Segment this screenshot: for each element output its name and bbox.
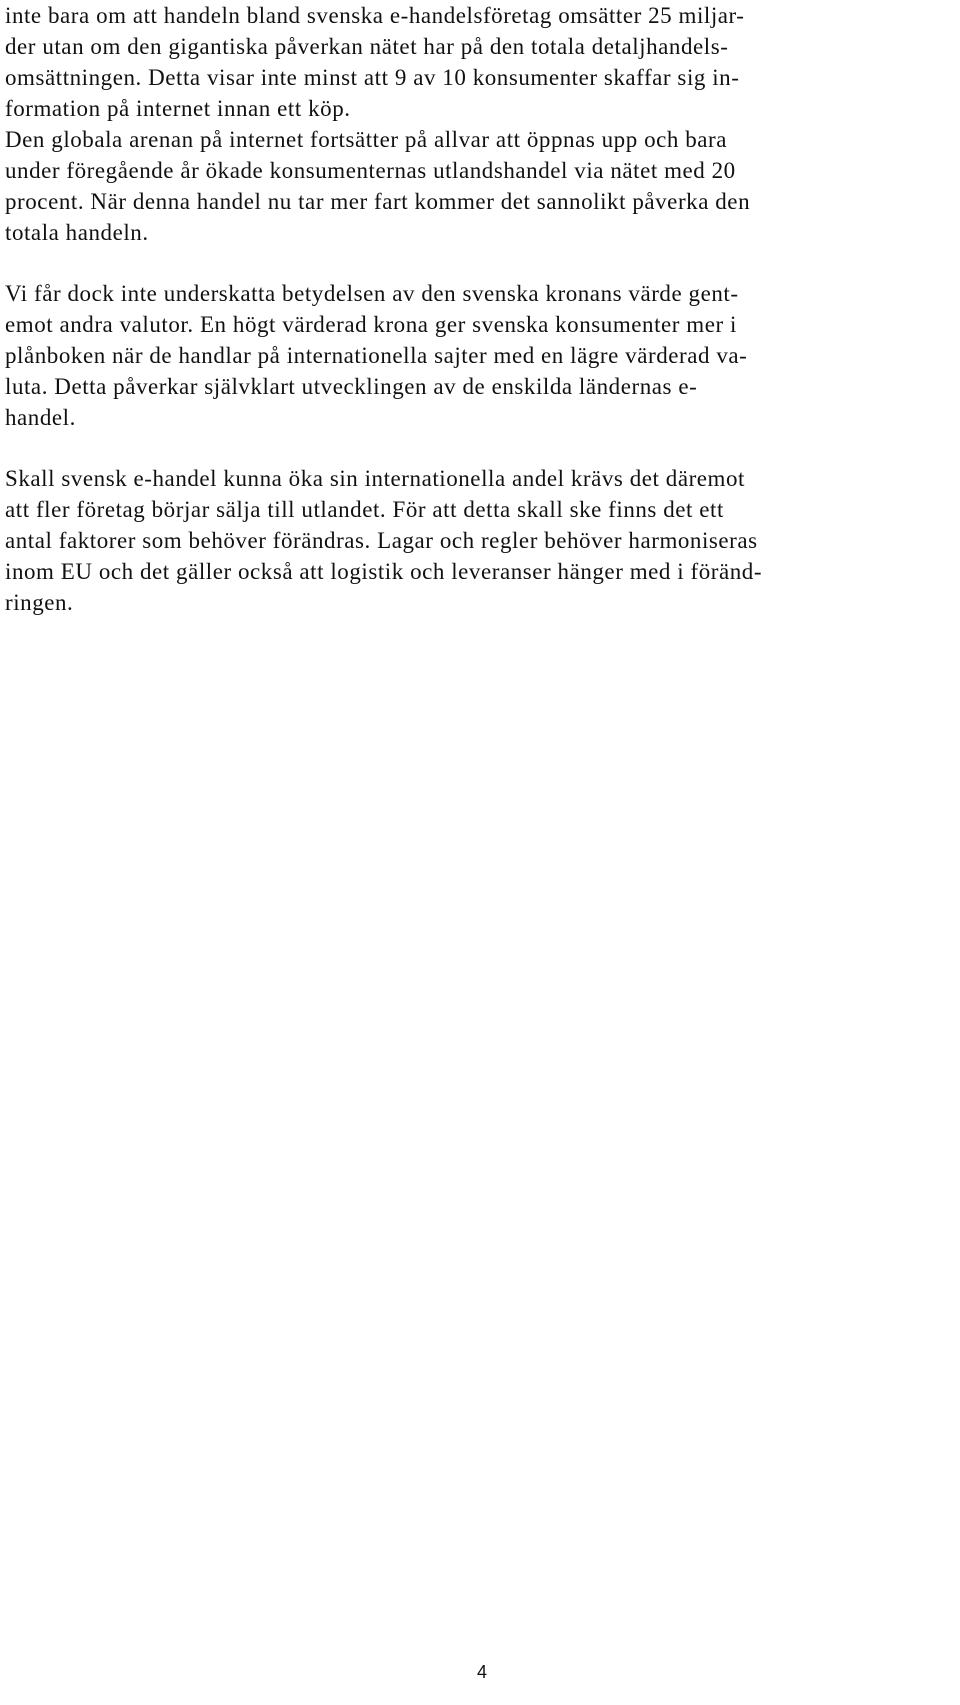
text-line: inom EU och det gäller också att logistik och leveranser hänger med i föränd-	[5, 559, 763, 584]
text-line: under föregående år ökade konsumenternas utlandshandel via nätet med 20	[5, 158, 736, 183]
text-line: ringen.	[5, 590, 74, 615]
text-line: omsättningen. Detta visar inte minst att 9 av 10 konsumenter skaffar sig in-	[5, 65, 740, 90]
text-line: formation på internet innan ett köp.	[5, 96, 351, 121]
text-line: handel.	[5, 405, 76, 430]
text-line: plånboken när de handlar på internationella sajter med en lägre värderad va-	[5, 343, 748, 368]
page-number: 4	[476, 1662, 487, 1682]
body-text	[5, 0, 953, 618]
text-line: totala handeln.	[5, 220, 149, 245]
text-line: inte bara om att handeln bland svenska e-handelsföretag omsätter 25 miljar-	[5, 3, 745, 28]
text-line: Skall svensk e-handel kunna öka sin internationella andel krävs det däremot	[5, 466, 745, 491]
text-line: luta. Detta påverkar självklart utvecklingen av de enskilda ländernas e-	[5, 374, 698, 399]
text-line: emot andra valutor. En högt värderad krona ger svenska konsumenter mer i	[5, 312, 737, 337]
text-line: Vi får dock inte underskatta betydelsen av den svenska kronans värde gent-	[5, 281, 739, 306]
text-line: procent. När denna handel nu tar mer fart kommer det sannolikt påverka den	[5, 189, 751, 214]
paragraph-spacing	[5, 248, 953, 278]
paragraph-spacing	[5, 433, 953, 463]
paragraph-2	[5, 278, 953, 433]
paragraph-3	[5, 463, 953, 618]
text-line: antal faktorer som behöver förändras. Lagar och regler behöver harmoniseras	[5, 528, 758, 553]
text-line: att fler företag börjar sälja till utlandet. För att detta skall ske finns det ett	[5, 497, 724, 522]
text-line: der utan om den gigantiska påverkan nätet har på den totala detaljhandels-	[5, 34, 729, 59]
text-line: Den globala arenan på internet fortsätter på allvar att öppnas upp och bara	[5, 127, 728, 152]
paragraph-1	[5, 0, 953, 248]
